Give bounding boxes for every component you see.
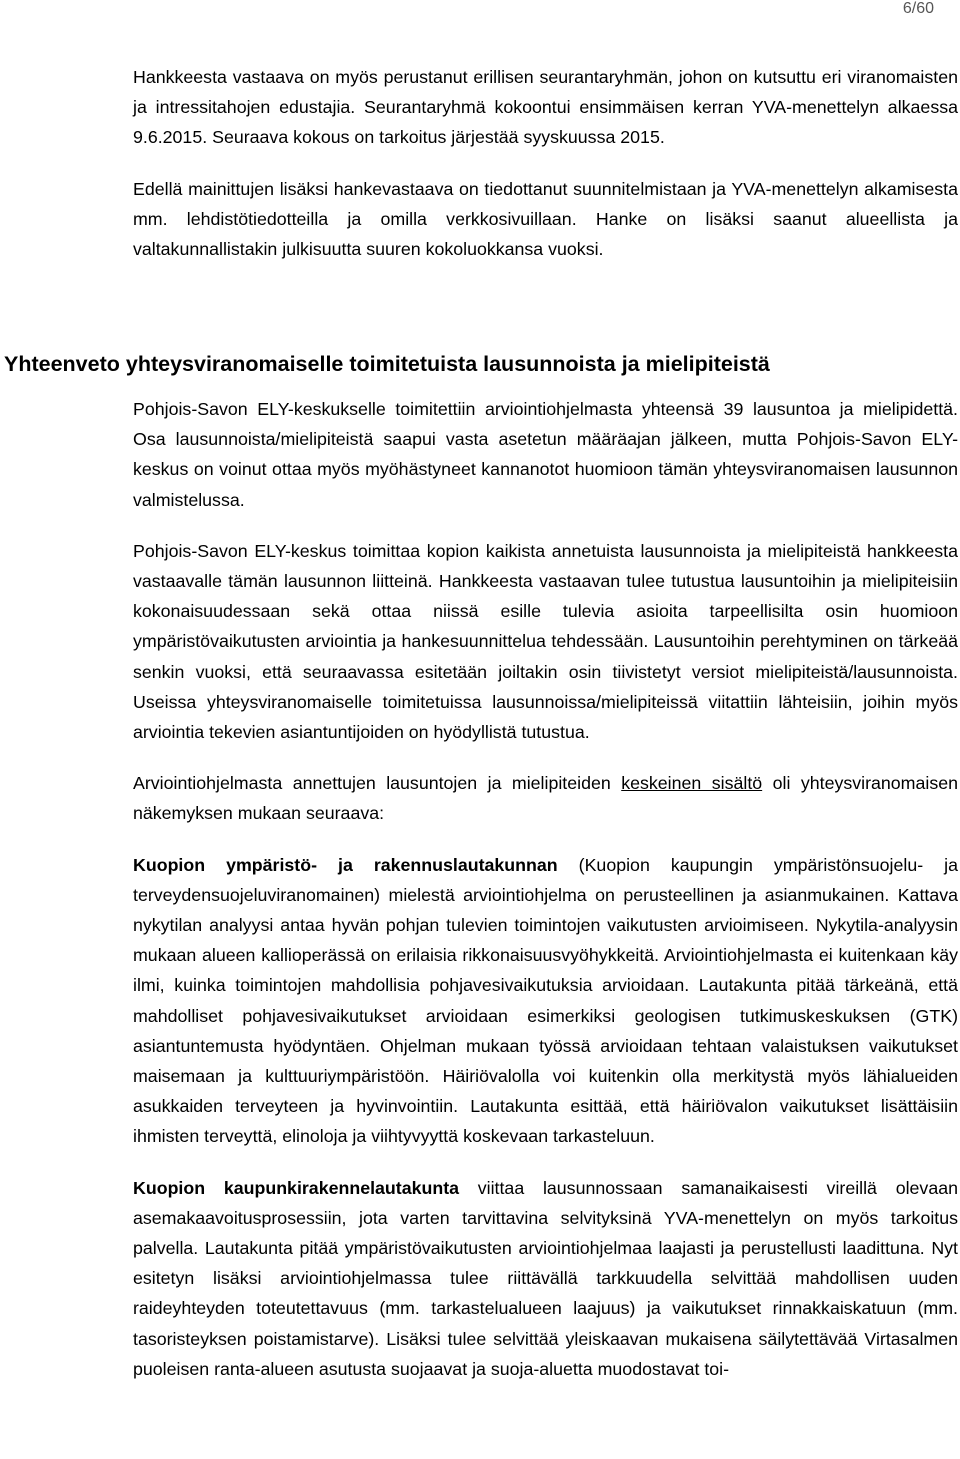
- paragraph-copies-notice: Pohjois-Savon ELY-keskus toimittaa kopion kaikista annetuista lausunnoista ja mielipiteistä hankkeesta vastaavalle tämän lausunnon liitteinä. Hankkeesta vastaavan tulee tutustua lausuntoihin ja mielipiteisiin kokonaisuudessaan sekä ottaa niissä esille tulevia asioita tarpeellisilta osin huomioon ympäristövaikutusten arviointia ja hankesuunnittelua tehdessään. Lausuntoihin perehtyminen on tärkeää senkin vuoksi, että seuraavassa esitetään joiltakin osin tiivistetyt versiot mielipiteistä/lausunnoista. Useissa yhteysviranomaiselle toimitetuissa lausunnoissa/mielipiteissä viitattiin lähteisiin, joihin myös arviointia tekevien asiantuntijoiden on hyödyllistä tutustua.: [133, 540, 958, 743]
- statement-author: Kuopion ympäristö- ja rakennuslautakunnan: [133, 854, 558, 875]
- page-number: 6/60: [902, 0, 934, 17]
- key-content-after: oli yhteysviranomaisen näkemyksen mukaan seuraava:: [133, 773, 959, 824]
- paragraph-communication: Edellä mainittujen lisäksi hankevastaava on tiedottanut suunnitelmistaan ja YVA-menettelyn alkamisesta mm. lehdistötiedotteilla ja omilla verkkosivuillaan. Hanke on lisäksi saanut alueellista ja valtakunnallistakin julkisuutta suuren kokoluokkansa vuoksi.: [133, 178, 958, 260]
- section-heading: Yhteenveto yhteysviranomaiselle toimitetuista lausunnoista ja mielipiteistä: [4, 352, 770, 376]
- statement-text: viittaa lausunnossaan samanaikaisesti vireillä olevaan asemakaavoitusprosessiin, jota varten tarvittavina selvityksinä YVA-menettelyn on myös tarkoitus palvella. Lautakunta pitää ympäristövaikutusten arviointiohjelmaa laajasti ja perustellusti laadittuna. Nyt esitetyn lisäksi arviointiohjelmassa tulee riittävällä tarkkuudella selvittää mahdollisen uuden raideyhteyden toteutettavuus (mm. tarkastelualueen laajuus) ja vaikutukset rinnakkaiskatuun (mm. tasoristeyksen poistamistarve). Lisäksi tulee selvittää yleiskaavan mukaisena säilytettävää Virtasalmen puoleisen ranta-alueen asutusta suojaavat ja suoja-aluetta muodostavat toi-: [133, 1177, 958, 1379]
- summary-section: [133, 394, 958, 1405]
- paragraph-key-content: [133, 768, 958, 828]
- key-content-underlined: keskeinen sisältö: [621, 773, 763, 794]
- statement-urban-structure-board: [133, 1173, 958, 1384]
- statement-text: (Kuopion kaupungin ympäristönsuojelu- ja terveydensuojeluviranomainen) mielestä arviointiohjelma on perusteellinen ja asianmukainen. Kattava nykytilan analyysi antaa hyvän pohjan tulevien toimintojen vaikutusten arvioimiseen. Nykytila-analyysin mukaan alueen kallioperässä on erilaisia rikkonaisuusvyöhykkeitä. Arviointiohjelmasta ei kuitenkaan käy ilmi, kuinka toimintojen mahdollisia pohjavesivaikutuksia arvioidaan. Lautakunta pitää tärkeänä, että mahdolliset pohjavesivaikutukset arvioidaan esimerkiksi geologisen tutkimuskeskuksen (GTK) asiantuntemusta hyödyntäen. Ohjelman mukaan työssä arvioidaan tehtaan valaistuksen vaikutukset maisemaan ja kulttuuriympäristöön. Häiriövalolla voi kuitenkin olla merkitystä myös lähialueiden asukkaiden terveyteen ja hyvinvointiin. Lautakunta esittää, että häiriövalon vaikutukset lisättäisiin ihmisten terveyttä, elinoloja ja viihtyvyyttä koskevaan tarkasteluun.: [133, 854, 958, 1147]
- key-content-before: Arviointiohjelmasta annettujen lausuntojen ja mielipiteiden: [133, 773, 622, 794]
- statement-author: Kuopion kaupunkirakennelautakunta: [133, 1177, 460, 1198]
- paragraph-statement-count: Pohjois-Savon ELY-keskukselle toimitettiin arviointiohjelmasta yhteensä 39 lausuntoa ja mielipidettä. Osa lausunnoista/mielipiteistä saapui vasta asetetun määräajan jälkeen, mutta Pohjois-Savon ELY-keskus on voinut ottaa myös myöhästyneet kannanotot huomioon tämän yhteysviranomaisen lausunnon valmistelussa.: [133, 399, 958, 510]
- paragraph-follow-up-group: Hankkeesta vastaava on myös perustanut erillisen seurantaryhmän, johon on kutsuttu eri viranomaisten ja intressitahojen edustajia. Seurantaryhmä kokoontui ensimmäisen kerran YVA-menettelyn alkaessa 9.6.2015. Seuraava kokous on tarkoitus järjestää syyskuussa 2015.: [133, 67, 958, 148]
- statement-environment-board: [133, 850, 958, 1152]
- intro-section: [133, 62, 958, 285]
